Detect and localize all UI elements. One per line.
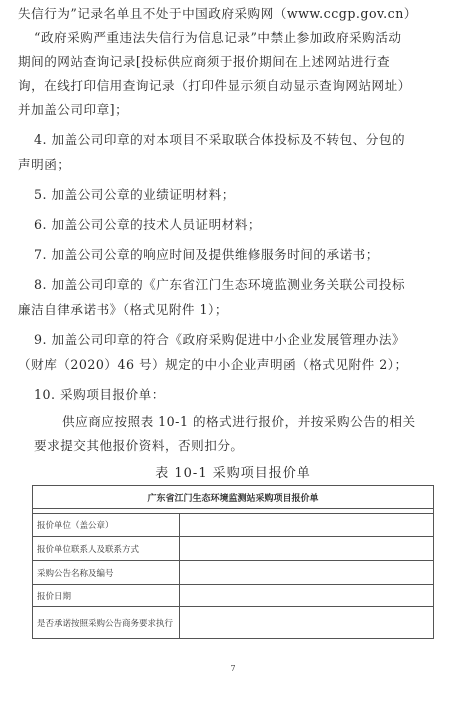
list-item-4: 4. 加盖公司印章的对本项目不采取联合体投标及不转包、分包的 [34, 132, 406, 147]
table-row [33, 514, 434, 537]
table-row [33, 561, 434, 585]
list-item-8: 8. 加盖公司印章的《广东省江门生态环境监测业务关联公司投标 [34, 277, 406, 292]
table-row [33, 585, 434, 607]
table-cell-label: 报价单位联系人及联系方式 [33, 537, 180, 561]
table-cell-value [180, 537, 434, 561]
table-cell-label: 是否承诺按照采购公告商务要求执行 [33, 607, 180, 639]
quotation-table [32, 485, 434, 639]
table-row [33, 607, 434, 639]
list-item-9: 9. 加盖公司印章的符合《政府采购促进中小企业发展管理办法》 [34, 332, 406, 347]
table-title: 广东省江门生态环境监测站采购项目报价单 [33, 486, 434, 509]
table-title-row [33, 486, 434, 509]
table-cell-value [180, 514, 434, 537]
table-row [33, 537, 434, 561]
list-item-5: 5. 加盖公司公章的业绩证明材料； [34, 187, 235, 202]
list-item-8-cont: 廉洁自律承诺书》（格式见附件 1）； [18, 302, 228, 317]
list-item-9-cont: （财库（2020）46 号）规定的中小企业声明函（格式见附件 2）； [18, 357, 408, 372]
list-item-4-cont: 声明函； [18, 157, 71, 172]
text-line: 并加盖公司印章]； [18, 102, 129, 117]
list-item-6: 6. 加盖公司公章的技术人员证明材料； [34, 217, 262, 232]
table-cell-value [180, 607, 434, 639]
text-line: 供应商应按照表 10-1 的格式进行报价，并按采购公告的相关 [62, 414, 416, 429]
page-number: 7 [230, 664, 236, 673]
table-cell-label: 采购公告名称及编号 [33, 561, 180, 585]
list-item-7: 7. 加盖公司公章的响应时间及提供维修服务时间的承诺书； [34, 247, 379, 262]
text-line: “政府采购严重违法失信行为信息记录”中禁止参加政府采购活动 [34, 30, 402, 45]
list-item-10: 10. 采购项目报价单： [34, 387, 165, 402]
table-cell-value [180, 561, 434, 585]
text-line: 询，在线打印信用查询记录（打印件显示须自动显示查询网站网址） [18, 78, 411, 93]
table-cell-label: 报价日期 [33, 585, 180, 607]
text-line: 失信行为”记录名单且不处于中国政府采购网（www.ccgp.gov.cn） [18, 6, 417, 21]
text-line: 期间的网站查询记录[投标供应商须于报价期间在上述网站进行查 [18, 54, 391, 69]
table-caption: 表 10-1 采购项目报价单 [155, 466, 311, 481]
text-line: 要求提交其他报价资料，否则扣分。 [34, 438, 244, 453]
table-cell-value [180, 585, 434, 607]
table-cell-label: 报价单位（盖公章） [33, 514, 180, 537]
